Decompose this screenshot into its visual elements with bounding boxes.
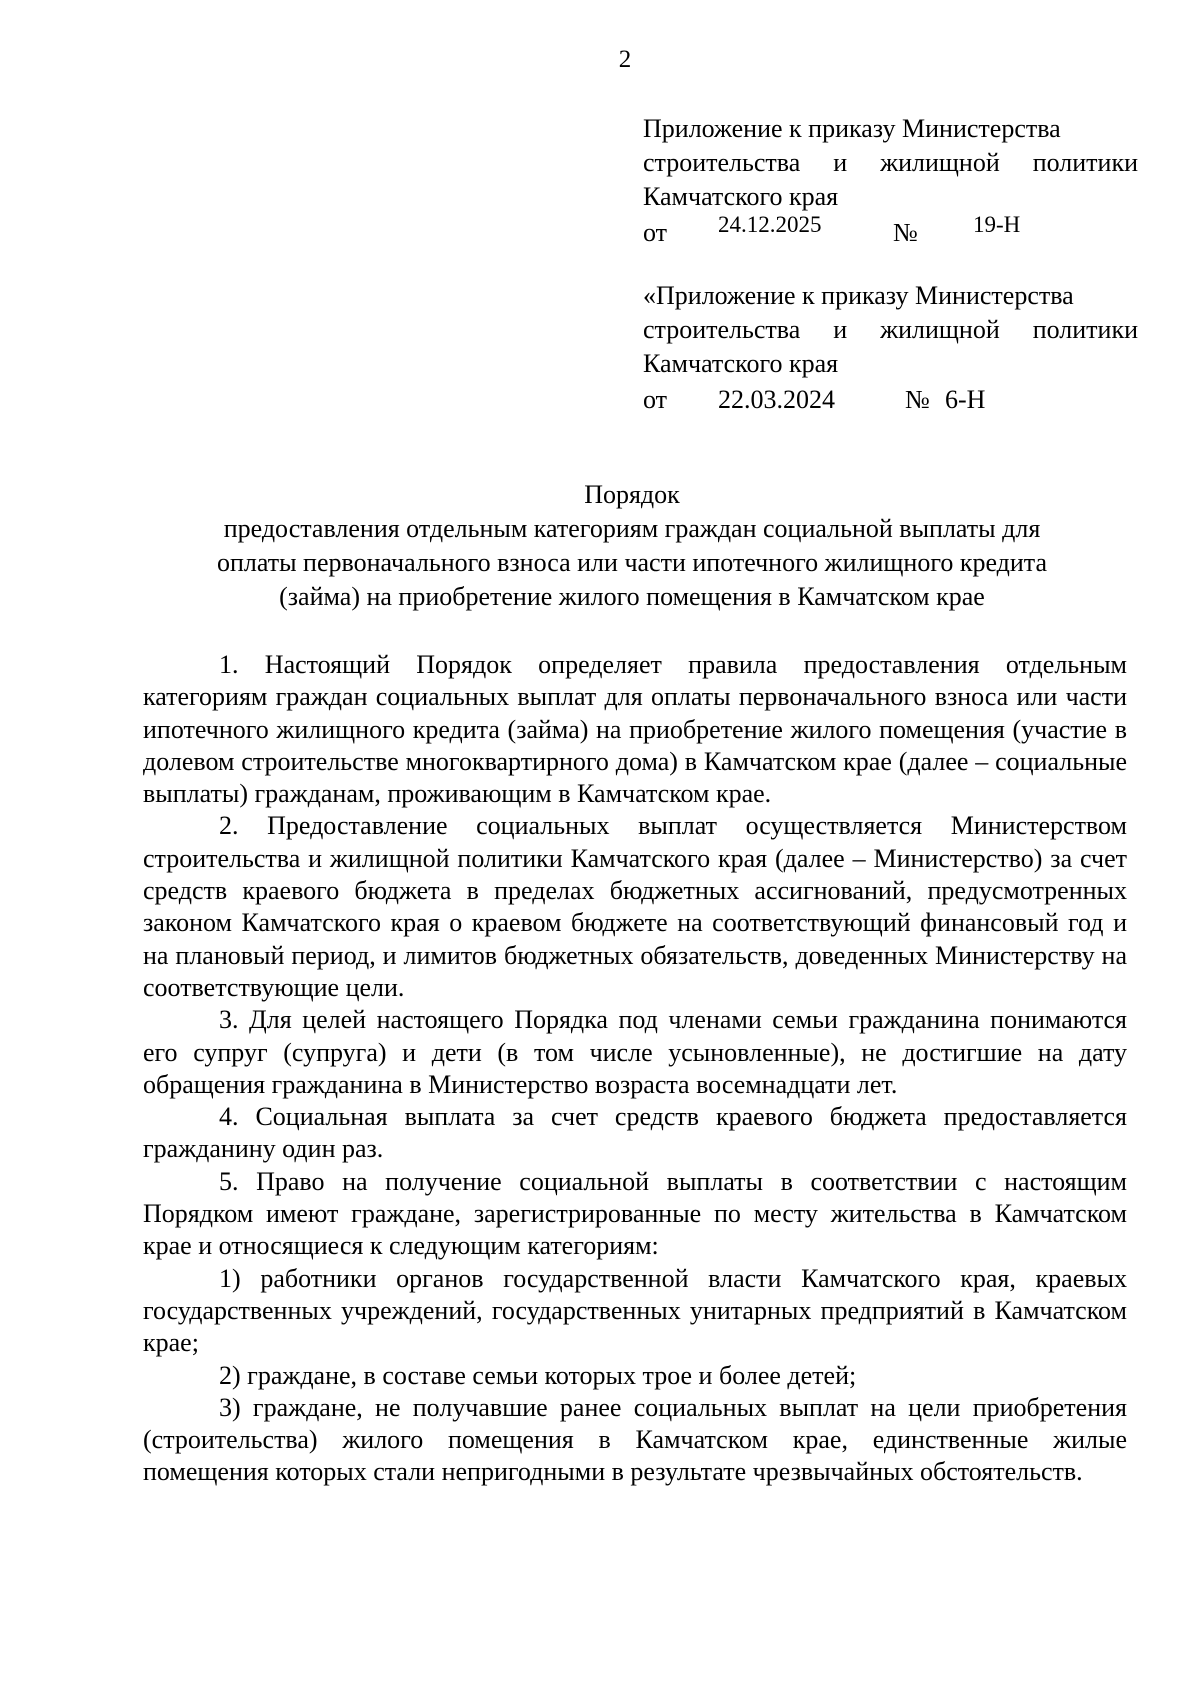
paragraph-2: 2. Предоставление социальных выплат осуществляется Министерством строительства и жилищной политики Камчатского края (далее – Министерство) за счет средств краевого бюджета в пределах бюджетных ассигнований, предусмотренных законом Камчатского края о краевом бюджете на соответствующий финансовый год и на плановый период, и лимитов бюджетных обязательств, доведенных Министерству на соответствующие цели.	[143, 811, 1127, 1002]
from-label: от	[643, 218, 668, 247]
appendix-line-1: «Приложение к приказу Министерства	[643, 281, 1074, 310]
category-3: 3) граждане, не получавшие ранее социальных выплат на цели приобретения (строительства) жилого помещения в Камчатском крае, единственные жилые помещения которых стали непригодными в результате чрезвычайных обстоятельств.	[143, 1392, 1127, 1487]
title-line-3: (займа) на приобретение жилого помещения в Камчатском крае	[279, 582, 985, 611]
order-number: 19-Н	[973, 212, 1021, 237]
appendix-line-2: строительства и жилищной политики	[643, 148, 1138, 177]
paragraph-5: 5. Право на получение социальной выплаты в соответствии с настоящим Порядком имеют граждане, зарегистрированные по месту жительства в Камчатском крае и относящиеся к следующим категориям:	[143, 1166, 1127, 1261]
title-line-1: предоставления отдельным категориям граждан социальной выплаты для	[223, 514, 1041, 543]
order-date: 24.12.2025	[718, 212, 822, 237]
title-heading: Порядок	[584, 480, 680, 509]
appendix-line-3: Камчатского края	[643, 182, 839, 211]
order-number: 6-Н	[945, 385, 986, 414]
document-title	[140, 478, 1124, 614]
appendix-date-row	[643, 381, 1138, 415]
appendix-header-original	[643, 279, 1138, 415]
from-label: от	[643, 385, 668, 414]
document-body	[143, 649, 1127, 1489]
appendix-line-2: строительства и жилищной политики	[643, 315, 1138, 344]
paragraph-4: 4. Социальная выплата за счет средств краевого бюджета предоставляется гражданину один раз.	[143, 1102, 1127, 1164]
paragraph-1: 1. Настоящий Порядок определяет правила предоставления отдельным категориям граждан социальных выплат для оплаты первоначального взноса или части ипотечного жилищного кредита (займа) на приобретение жилого помещения (участие в долевом строительстве многоквартирного дома) в Камчатском крае (далее – социальные выплаты) гражданам, проживающим в Камчатском крае.	[143, 650, 1127, 809]
number-sign: №	[893, 218, 918, 247]
paragraph-3: 3. Для целей настоящего Порядка под членами семьи гражданина понимаются его супруг (супруга) и дети (в том числе усыновленные), не достигшие на дату обращения гражданина в Министерство возраста восемнадцати лет.	[143, 1005, 1127, 1099]
page-number: 2	[618, 46, 632, 73]
appendix-date-row	[643, 214, 1138, 248]
title-line-2: оплаты первоначального взноса или части ипотечного жилищного кредита	[216, 548, 1048, 577]
order-date: 22.03.2024	[718, 385, 835, 414]
appendix-line-3: Камчатского края	[643, 349, 839, 378]
category-2: 2) граждане, в составе семьи которых трое и более детей;	[219, 1360, 857, 1390]
category-1: 1) работники органов государственной власти Камчатского края, краевых государственных учреждений, государственных унитарных предприятий в Камчатском крае;	[143, 1263, 1127, 1358]
appendix-header-current	[643, 112, 1138, 248]
number-sign: №	[905, 385, 930, 414]
appendix-line-1: Приложение к приказу Министерства	[643, 114, 1061, 143]
